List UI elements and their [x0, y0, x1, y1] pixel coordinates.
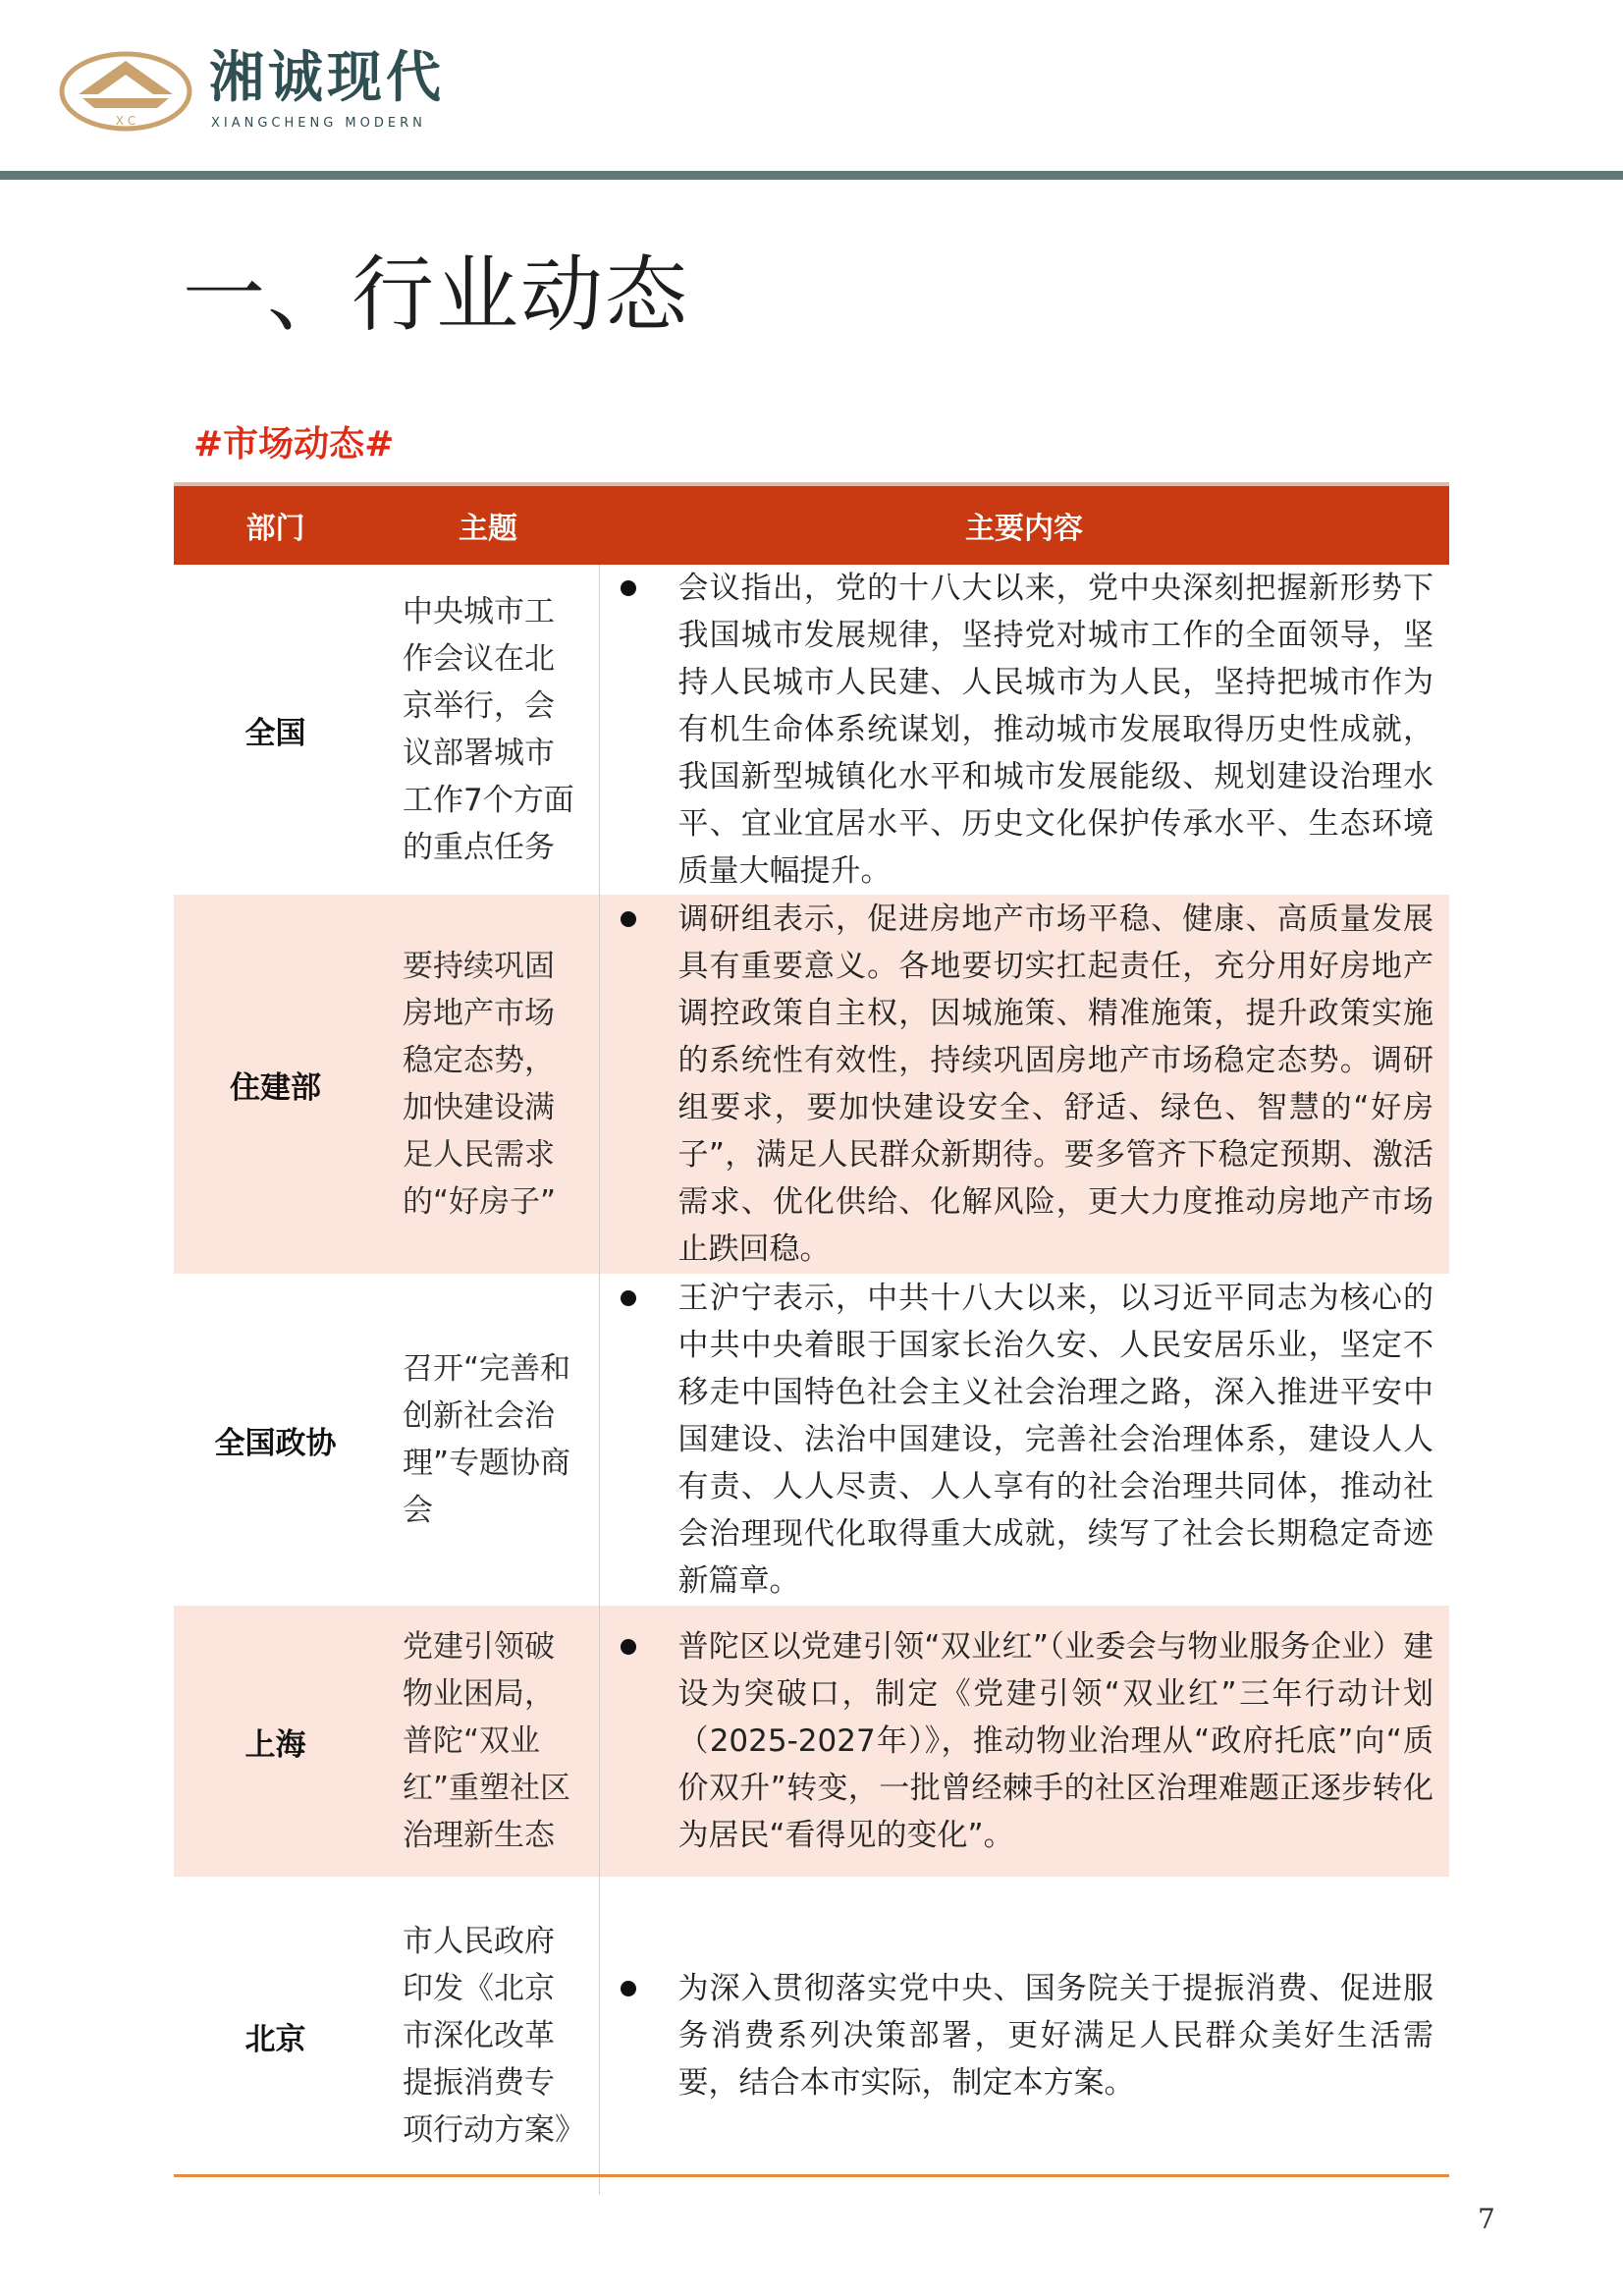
bullet-icon	[621, 1290, 636, 1306]
page-number: 7	[1478, 2203, 1495, 2235]
table-row	[174, 1877, 1449, 2195]
section-tag: #市场动态#	[193, 424, 395, 465]
bullet-icon	[621, 1639, 636, 1655]
bullet-icon	[621, 911, 636, 927]
table-row	[174, 895, 1449, 1274]
content-cell	[599, 1877, 1449, 2195]
bullet-icon	[621, 580, 636, 596]
content-text: 普陀区以党建引领“双业红”（业委会与物业服务企业）建设为突破口，制定《党建引领“双业红”三年行动计划（2025-2027年）》，推动物业治理从“政府托底”向“质价双升”转变，一批曾经棘手的社区治理难题正逐步转化为居民“看得见的变化”。	[677, 1629, 1434, 1853]
content-cell	[599, 1606, 1449, 1877]
page-header	[0, 0, 1623, 187]
table-row	[174, 1274, 1449, 1606]
footer-divider	[174, 2174, 1449, 2177]
dept-cell: 全国	[244, 715, 306, 751]
header-topic: 主题	[377, 484, 599, 565]
header-divider	[0, 171, 1623, 180]
logo-letters: X C	[115, 114, 136, 128]
topic-cell: 市人民政府印发《北京市深化改革提振消费专项行动方案》	[377, 1877, 599, 2195]
topic-cell: 要持续巩固房地产市场稳定态势，加快建设满足人民需求的“好房子”	[377, 895, 599, 1274]
bullet-icon	[621, 1981, 636, 1996]
company-name-cn: 湘诚现代	[209, 46, 445, 110]
content-cell	[599, 1274, 1449, 1606]
company-name-en: XIANGCHENG MODERN	[211, 116, 426, 131]
topic-cell: 中央城市工作会议在北京举行，会议部署城市工作7个方面的重点任务	[377, 565, 599, 895]
table-row	[174, 565, 1449, 895]
header-content: 主要内容	[599, 484, 1449, 565]
company-logo-icon	[59, 51, 192, 132]
topic-cell: 召开“完善和创新社会治理”专题协商会	[377, 1274, 599, 1606]
content-cell	[599, 565, 1449, 895]
industry-news-table	[174, 482, 1449, 2195]
table-row	[174, 1606, 1449, 1877]
content-text: 为深入贯彻落实党中央、国务院关于提振消费、促进服务消费系列决策部署，更好满足人民群众美好生活需要，结合本市实际，制定本方案。	[677, 1971, 1434, 2101]
topic-cell: 党建引领破物业困局，普陀“双业红”重塑社区治理新生态	[377, 1606, 599, 1877]
table-header-row	[174, 484, 1449, 565]
content-text: 王沪宁表示，中共十八大以来，以习近平同志为核心的中共中央着眼于国家长治久安、人民安居乐业，坚定不移走中国特色社会主义社会治理之路，深入推进平安中国建设、法治中国建设，完善社会治理体系，建设人人有责、人人尽责、人人享有的社会治理共同体，推动社会治理现代化取得重大成就，续写了社会长期稳定奇迹新篇章。	[677, 1281, 1434, 1599]
header-dept: 部门	[174, 484, 377, 565]
content-cell	[599, 895, 1449, 1274]
dept-cell: 北京	[244, 2021, 306, 2057]
dept-cell: 住建部	[174, 895, 377, 1274]
content-text: 调研组表示，促进房地产市场平稳、健康、高质量发展具有重要意义。各地要切实扛起责任，充分用好房地产调控政策自主权，因城施策、精准施策，提升政策实施的系统性有效性，持续巩固房地产市场稳定态势。调研组要求，要加快建设安全、舒适、绿色、智慧的“好房子”，满足人民群众新期待。要多管齐下稳定预期、激活需求、优化供给、化解风险，更大力度推动房地产市场止跌回稳。	[677, 902, 1434, 1267]
dept-cell: 上海	[174, 1606, 377, 1877]
dept-cell: 全国政协	[214, 1425, 337, 1461]
page-title: 一、行业动态	[183, 246, 690, 343]
content-text: 会议指出，党的十八大以来，党中央深刻把握新形势下我国城市发展规律，坚持党对城市工作的全面领导，坚持人民城市人民建、人民城市为人民，坚持把城市作为有机生命体系统谋划，推动城市发展取得历史性成就，我国新型城镇化水平和城市发展能级、规划建设治理水平、宜业宜居水平、历史文化保护传承水平、生态环境质量大幅提升。	[677, 571, 1434, 889]
